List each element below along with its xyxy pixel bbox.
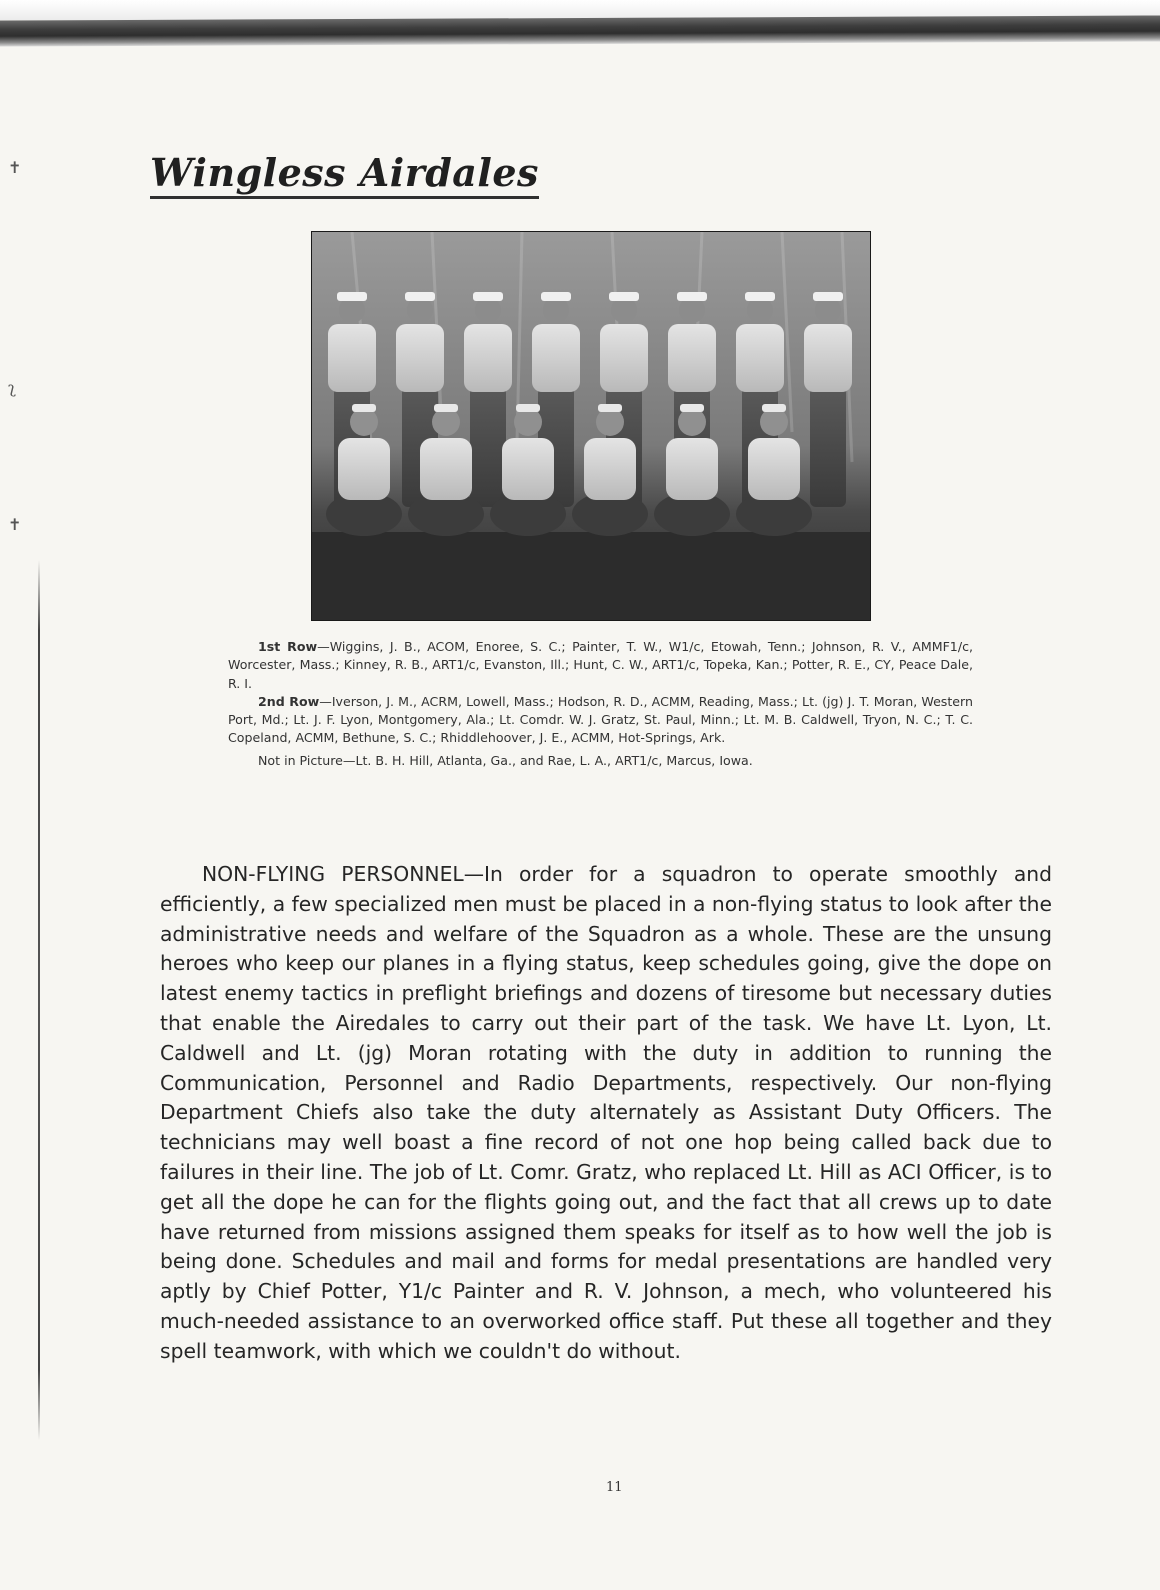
binder-edge-band: [0, 15, 1160, 46]
margin-speck: ʅ: [8, 378, 16, 397]
photo-caption: [228, 638, 973, 770]
binder-shadow-line: [38, 560, 40, 1440]
margin-speck: ✝: [8, 158, 22, 177]
caption-row-1-label: 1st Row: [258, 639, 318, 654]
caption-row-1-text: —Wiggins, J. B., ACOM, Enoree, S. C.; Painter, T. W., W1/c, Etowah, Tenn.; Johnson, R. V., AMMF1/c, Worcester, Mass.; Kinney, R. B., ART1/c, Evanston, Ill.; Hunt, C. W., ART1/c, Topeka, Kan.; Potter, R. E., CY, Peace Dale, R. I.: [228, 639, 973, 691]
article-body: [160, 860, 1052, 1367]
margin-speck: ✝: [8, 515, 22, 534]
page-title: Wingless Airdales: [150, 150, 539, 199]
caption-not-in-picture: Not in Picture—Lt. B. H. Hill, Atlanta, Ga., and Rae, L. A., ART1/c, Marcus, Iowa.: [258, 752, 753, 768]
page-number: 11: [606, 1480, 623, 1495]
group-photo: [312, 232, 870, 620]
article-paragraph: NON-FLYING PERSONNEL—In order for a squadron to operate smoothly and efficiently, a few specialized men must be placed in a non-flying status to look after the administrative needs and welfare of the Squadron as a whole. These are the unsung heroes who keep our planes in a flying status, keep schedules going, give the dope on latest enemy tactics in preflight briefings and dozens of tiresome but necessary duties that enable the Airedales to carry out their part of the task. We have Lt. Lyon, Lt. Caldwell and Lt. (jg) Moran rotating with the duty in addition to running the Communication, Personnel and Radio Departments, respectively. Our non-flying Department Chiefs also take the duty alternately as Assistant Duty Officers. The technicians may well boast a fine record of not one hop being called back due to failures in their line. The job of Lt. Comr. Gratz, who replaced Lt. Hill as ACI Officer, is to get all the dope he can for the flights going out, and the fact that all crews up to date have returned from missions assigned them speaks for itself as to how well the job is being done. Schedules and mail and forms for medal presentations are handled very aptly by Chief Potter, Y1/c Painter and R. V. Johnson, a mech, who volunteered his much-needed assistance to an overworked office staff. Put these all together and they spell teamwork, with which we couldn't do without.: [160, 862, 1052, 1363]
caption-row-2-label: 2nd Row: [258, 693, 320, 709]
caption-row-1: [228, 638, 973, 693]
caption-row-2-text: —Iverson, J. M., ACRM, Lowell, Mass.; Hodson, R. D., ACMM, Reading, Mass.; Lt. (jg) J. T. Moran, Western Port, Md.; Lt. J. F. Lyon, Montgomery, Ala.; Lt. Comdr. W. J. Gratz, St. Paul, Minn.; Lt. M. B. Caldwell, Tryon, N. C.; T. C. Copeland, ACMM, Bethune, S. C.; Rhiddlehoover, J. E., ACMM, Hot-Springs, Ark.: [228, 693, 973, 746]
caption-row-2: [228, 693, 973, 748]
